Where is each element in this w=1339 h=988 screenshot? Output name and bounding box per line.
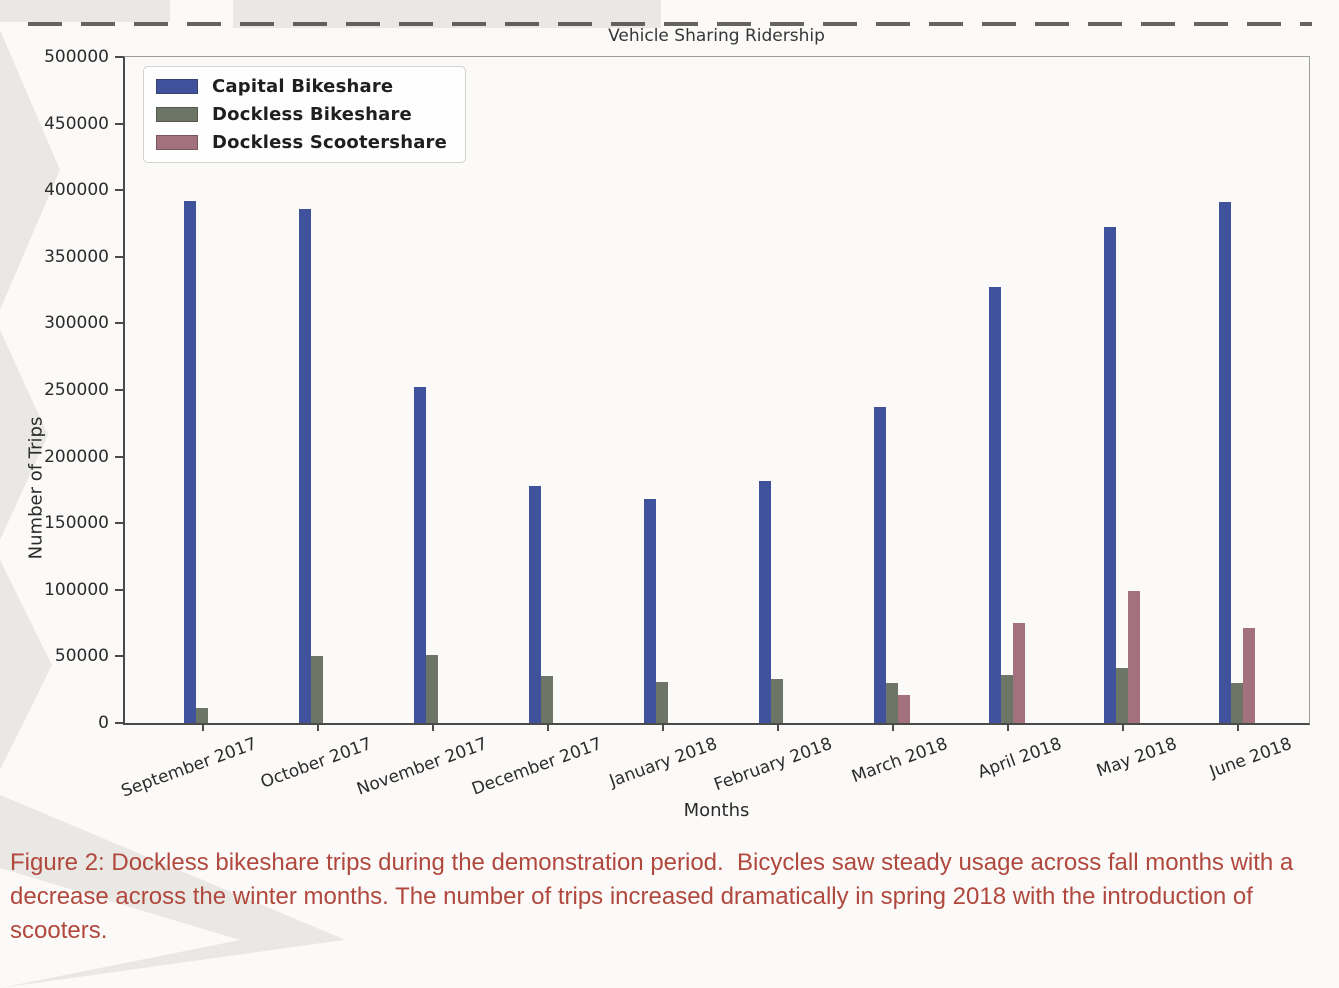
y-tick-label: 150000 <box>44 513 109 534</box>
y-tick-mark <box>115 522 123 524</box>
bar-dockless-bikeshare-april-2018 <box>1001 675 1013 723</box>
x-tick-mark <box>1122 725 1124 731</box>
y-tick-mark <box>115 189 123 191</box>
legend-item <box>156 132 447 153</box>
bar-capital-bikeshare-september-2017 <box>184 201 196 723</box>
x-tick-label: December 2017 <box>469 734 605 800</box>
bar-capital-bikeshare-february-2018 <box>759 481 771 723</box>
x-tick-mark <box>1007 725 1009 731</box>
y-tick-label: 0 <box>98 713 109 733</box>
bar-dockless-bikeshare-march-2018 <box>886 683 898 723</box>
x-tick-label: May 2018 <box>1094 734 1180 782</box>
bar-capital-bikeshare-january-2018 <box>644 499 656 723</box>
watermark-shape <box>0 30 60 310</box>
figure-caption: Figure 2: Dockless bikeshare trips during the demonstration period. Bicycles saw steady usage across fall months with a decrease across the winter months. The number of trips increased dramatically in spring 2018 with the introduction of scooters. <box>10 849 1300 945</box>
x-axis-label: Months <box>683 800 750 821</box>
x-tick-mark <box>202 725 204 731</box>
y-tick-mark <box>115 322 123 324</box>
bar-capital-bikeshare-may-2018 <box>1104 227 1116 723</box>
y-tick-label: 450000 <box>44 113 109 134</box>
y-tick-label: 100000 <box>44 579 109 600</box>
bar-dockless-bikeshare-september-2017 <box>196 708 208 723</box>
x-tick-label: September 2017 <box>118 734 260 802</box>
legend-swatch-capital-bikeshare <box>156 79 198 94</box>
legend-label: Dockless Bikeshare <box>212 104 412 125</box>
bar-dockless-bikeshare-february-2018 <box>771 679 783 723</box>
x-tick-mark <box>1237 725 1239 731</box>
x-tick-label: November 2017 <box>354 734 490 800</box>
bar-dockless-scootershare-may-2018 <box>1128 591 1140 723</box>
y-tick-label: 50000 <box>54 646 109 667</box>
legend-swatch-dockless-bikeshare <box>156 107 198 122</box>
bar-capital-bikeshare-march-2018 <box>874 407 886 723</box>
legend-item <box>156 104 447 125</box>
bar-dockless-scootershare-june-2018 <box>1243 628 1255 723</box>
legend-swatch-dockless-scootershare <box>156 135 198 150</box>
x-tick-mark <box>892 725 894 731</box>
bar-dockless-bikeshare-may-2018 <box>1116 668 1128 723</box>
y-tick-label: 400000 <box>44 180 109 201</box>
legend-label: Capital Bikeshare <box>212 76 394 97</box>
x-tick-label: October 2017 <box>258 734 375 793</box>
chart-title: Vehicle Sharing Ridership <box>608 26 825 46</box>
bar-dockless-bikeshare-october-2017 <box>311 656 323 723</box>
y-tick-label: 500000 <box>44 47 109 67</box>
y-tick-mark <box>115 456 123 458</box>
bar-dockless-bikeshare-december-2017 <box>541 676 553 723</box>
y-tick-label: 200000 <box>44 446 109 467</box>
bar-capital-bikeshare-december-2017 <box>529 486 541 723</box>
y-tick-mark <box>115 389 123 391</box>
x-tick-mark <box>317 725 319 731</box>
y-tick-mark <box>115 123 123 125</box>
bar-capital-bikeshare-november-2017 <box>414 387 426 723</box>
x-tick-mark <box>432 725 434 731</box>
legend-label: Dockless Scootershare <box>212 132 448 153</box>
bar-capital-bikeshare-june-2018 <box>1219 202 1231 723</box>
bar-capital-bikeshare-october-2017 <box>299 209 311 723</box>
y-tick-mark <box>115 589 123 591</box>
bar-dockless-scootershare-april-2018 <box>1013 623 1025 723</box>
y-axis-label: Number of Trips <box>25 416 47 560</box>
bar-dockless-bikeshare-january-2018 <box>656 682 668 723</box>
x-tick-mark <box>777 725 779 731</box>
x-tick-label: February 2018 <box>711 734 835 796</box>
x-tick-label: April 2018 <box>975 734 1065 783</box>
x-tick-mark <box>662 725 664 731</box>
x-tick-label: March 2018 <box>848 734 950 788</box>
legend-item <box>156 76 447 97</box>
watermark-shape <box>0 0 170 22</box>
legend <box>143 66 466 163</box>
y-tick-label: 350000 <box>44 246 109 267</box>
bar-dockless-bikeshare-june-2018 <box>1231 683 1243 723</box>
bar-dockless-scootershare-march-2018 <box>898 695 910 723</box>
x-tick-label: January 2018 <box>606 734 720 792</box>
y-tick-label: 300000 <box>44 313 109 334</box>
x-tick-label: June 2018 <box>1207 734 1295 783</box>
y-tick-mark <box>115 722 123 724</box>
y-tick-mark <box>115 56 123 58</box>
y-tick-mark <box>115 256 123 258</box>
x-tick-mark <box>547 725 549 731</box>
y-tick-label: 250000 <box>44 380 109 400</box>
bar-dockless-bikeshare-november-2017 <box>426 655 438 723</box>
y-tick-mark <box>115 655 123 657</box>
bar-capital-bikeshare-april-2018 <box>989 287 1001 723</box>
